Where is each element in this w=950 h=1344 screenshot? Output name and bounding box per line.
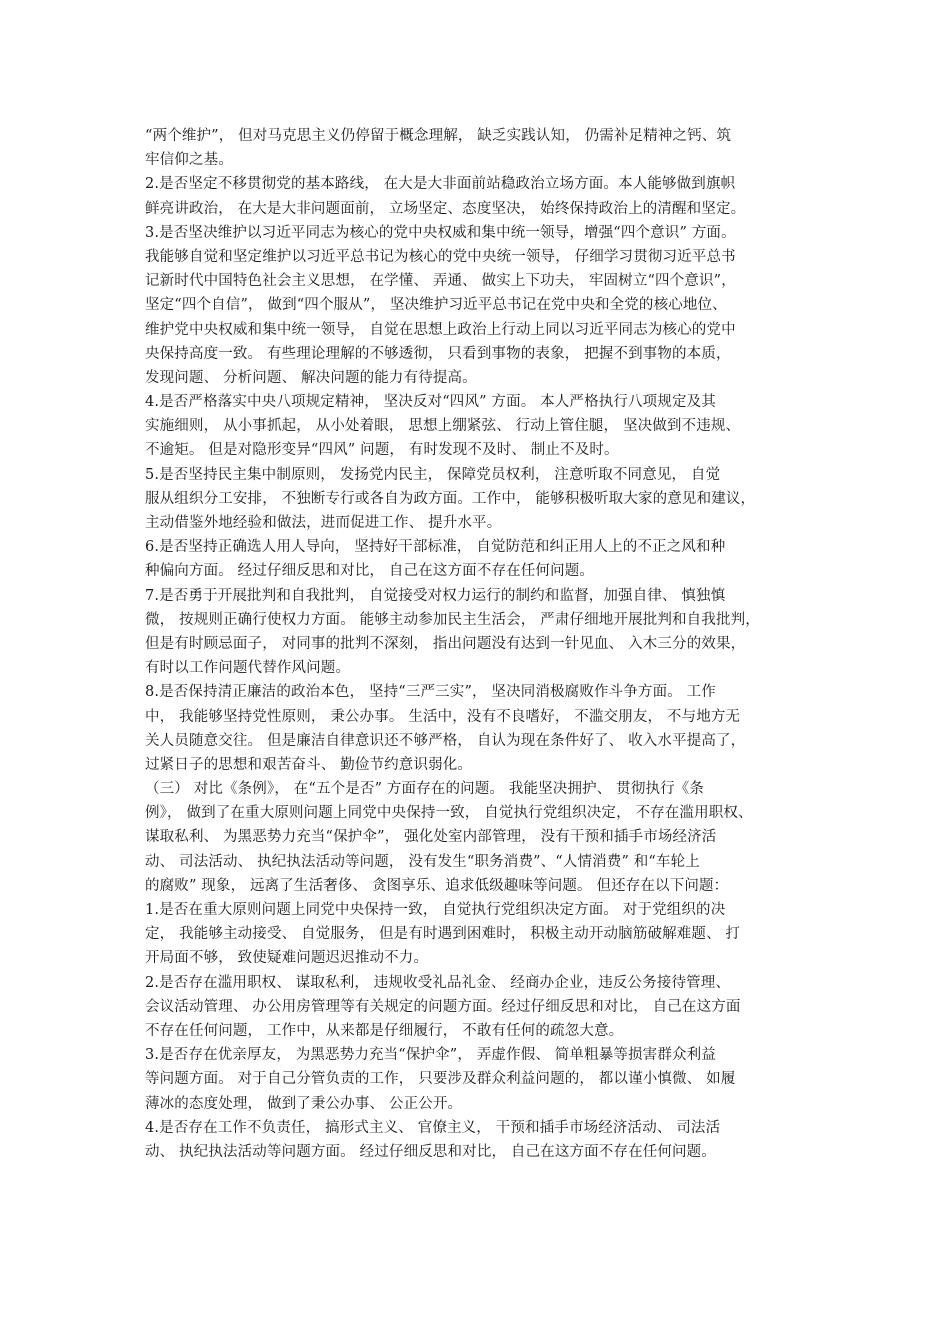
text-line: 牢信仰之基。 (145, 152, 233, 169)
text-line: 会议活动管理、 办公用房管理等有关规定的问题方面。经过仔细反思和对比， 自己在这方面 (145, 998, 741, 1015)
text-line: 3.是否坚决维护以习近平同志为核心的党中央权威和集中统一领导，增强“四个意识” 方面。 (145, 224, 736, 241)
text-line: 记新时代中国特色社会主义思想， 在学懂、 弄通、 做实上下功夫， 牢固树立“四个意识”， (145, 273, 736, 290)
text-line: 关人员随意交往。 但是廉洁自律意识还不够严格， 自认为现在条件好了、 收入水平提高了， (145, 732, 746, 749)
text-line: 实施细则， 从小事抓起， 从小处着眼， 思想上绷紧弦、 行动上管住腿， 坚决做到不违规、 (145, 418, 741, 435)
text-line: （三） 对比《条例》， 在“五个是否” 方面存在的问题。 我能坚决拥护、 贯彻执行《条 (145, 781, 705, 798)
text-line: 定， 我能够主动接受、 自觉服务， 但是有时遇到困难时， 积极主动开动脑筋破解难题、 打 (145, 926, 741, 943)
text-line: 发现问题、 分析问题、 解决问题的能力有待提高。 (145, 369, 477, 386)
text-line: 2.是否坚定不移贯彻党的基本路线， 在大是大非面前站稳政治立场方面。本人能够做到旗帜 (145, 176, 736, 193)
text-line: 谋取私利、 为黑恶势力充当“保护伞”， 强化处室内部管理， 没有干预和插手市场经济活 (145, 829, 717, 846)
text-line: 3.是否存在优亲厚友， 为黑恶势力充当“保护伞”， 弄虚作假、 简单粗暴等损害群众利益 (145, 1047, 716, 1064)
text-line: “两个维护”， 但对马克思主义仍停留于概念理解， 缺乏实践认知， 仍需补足精神之钙、筑 (145, 128, 732, 144)
text-line: 8.是否保持清正廉洁的政治本色， 坚持“三严三实”， 坚决同消极腐败作斗争方面。 工作 (145, 684, 716, 701)
text-line: 2.是否存在滥用职权、 谋取私利， 违规收受礼品礼金、 经商办企业，违反公务接待管理、 (145, 974, 731, 991)
text-line: 中， 我能够坚持党性原则， 秉公办事。 生活中，没有不良嗜好， 不滥交朋友， 不与地方无 (145, 708, 741, 725)
text-line: 不存在任何问题， 工作中，从来都是仔细履行， 不敢有任何的疏忽大意。 (145, 1022, 624, 1039)
text-line: 服从组织分工安排， 不独断专行或各自为政方面。工作中， 能够积极听取大家的意见和建议， (145, 490, 756, 507)
text-line: 例》， 做到了在重大原则问题上同党中央保持一致， 自觉执行党组织决定， 不存在滥用职权、 (145, 805, 753, 822)
text-line: 动、 司法活动、 执纪执法活动等问题， 没有发生“职务消费”、“人情消费” 和“车轮上 (145, 853, 700, 870)
text-line: 鲜亮讲政治， 在大是大非问题面前， 立场坚定、态度坚决， 始终保持政治上的清醒和坚定。 (145, 200, 746, 217)
text-line: 过紧日子的思想和艰苦奋斗、 勤俭节约意识弱化。 (145, 756, 473, 773)
text-line: 7.是否勇于开展批判和自我批判， 自觉接受对权力运行的制约和监督，加强自律、 慎独慎 (145, 587, 726, 604)
text-line: 有时以工作问题代替作风问题。 (145, 660, 351, 677)
text-line: 微， 按规则正确行使权力方面。 能够主动参加民主生活会， 严肃仔细地开展批判和自我批判， (145, 611, 760, 628)
text-line: 种偏向方面。 经过仔细反思和对比， 自己在这方面不存在任何问题。 (145, 563, 595, 580)
document-body (145, 124, 817, 1164)
text-line: 主动借鉴外地经验和做法，进而促进工作、 提升水平。 (145, 515, 502, 531)
text-line: 等问题方面。 对于自己分管负责的工作， 只要涉及群众利益问题的， 都以谨小慎微、 如履 (145, 1071, 736, 1088)
text-line: 但是有时顾忌面子， 对同事的批判不深刻， 指出问题没有达到一针见血、 入木三分的效果， (145, 635, 746, 652)
text-line: 坚定“四个自信”， 做到“四个服从”， 坚决维护习近平总书记在党中央和全党的核心地位、 (145, 297, 727, 314)
text-line: 不逾矩。 但是对隐形变异“四风” 问题， 有时发现不及时、 制止不及时。 (145, 442, 619, 459)
text-line: 动、 执纪执法活动等问题方面。 经过仔细反思和对比， 自己在这方面不存在任何问题。 (145, 1143, 716, 1160)
text-line: 的腐败” 现象， 远离了生活奢侈、 贪图享乐、追求低级趣味等问题。 但还存在以下问题： (145, 877, 729, 894)
text-line: 6.是否坚持正确选人用人导向， 坚持好干部标准， 自觉防范和纠正用人上的不正之风和种 (145, 539, 726, 556)
text-line: 4.是否严格落实中央八项规定精神， 坚决反对“四风” 方面。 本人严格执行八项规定及其 (145, 394, 716, 411)
text-line: 5.是否坚持民主集中制原则， 发扬党内民主， 保障党员权利， 注意听取不同意见， 自觉 (145, 466, 721, 483)
text-line: 开局面不够， 致使疑难问题迟迟推动不力。 (145, 950, 429, 967)
text-line: 4.是否存在工作不负责任， 搞形式主义、 官僚主义， 干预和插手市场经济活动、 司法活 (145, 1119, 721, 1136)
text-line: 薄冰的态度处理， 做到了秉公办事、 公正公开。 (145, 1095, 463, 1112)
text-line: 1.是否在重大原则问题上同党中央保持一致， 自觉执行党组织决定方面。 对于党组织的决 (145, 902, 726, 918)
text-line: 我能够自觉和坚定维护以习近平总书记为核心的党中央统一领导， 仔细学习贯彻习近平总书 (145, 248, 736, 265)
text-line: 维护党中央权威和集中统一领导， 自觉在思想上政治上行动上同以习近平同志为核心的党中 (145, 321, 736, 338)
text-line: 央保持高度一致。 有些理论理解的不够透彻， 只看到事物的表象， 把握不到事物的本质， (145, 345, 731, 362)
